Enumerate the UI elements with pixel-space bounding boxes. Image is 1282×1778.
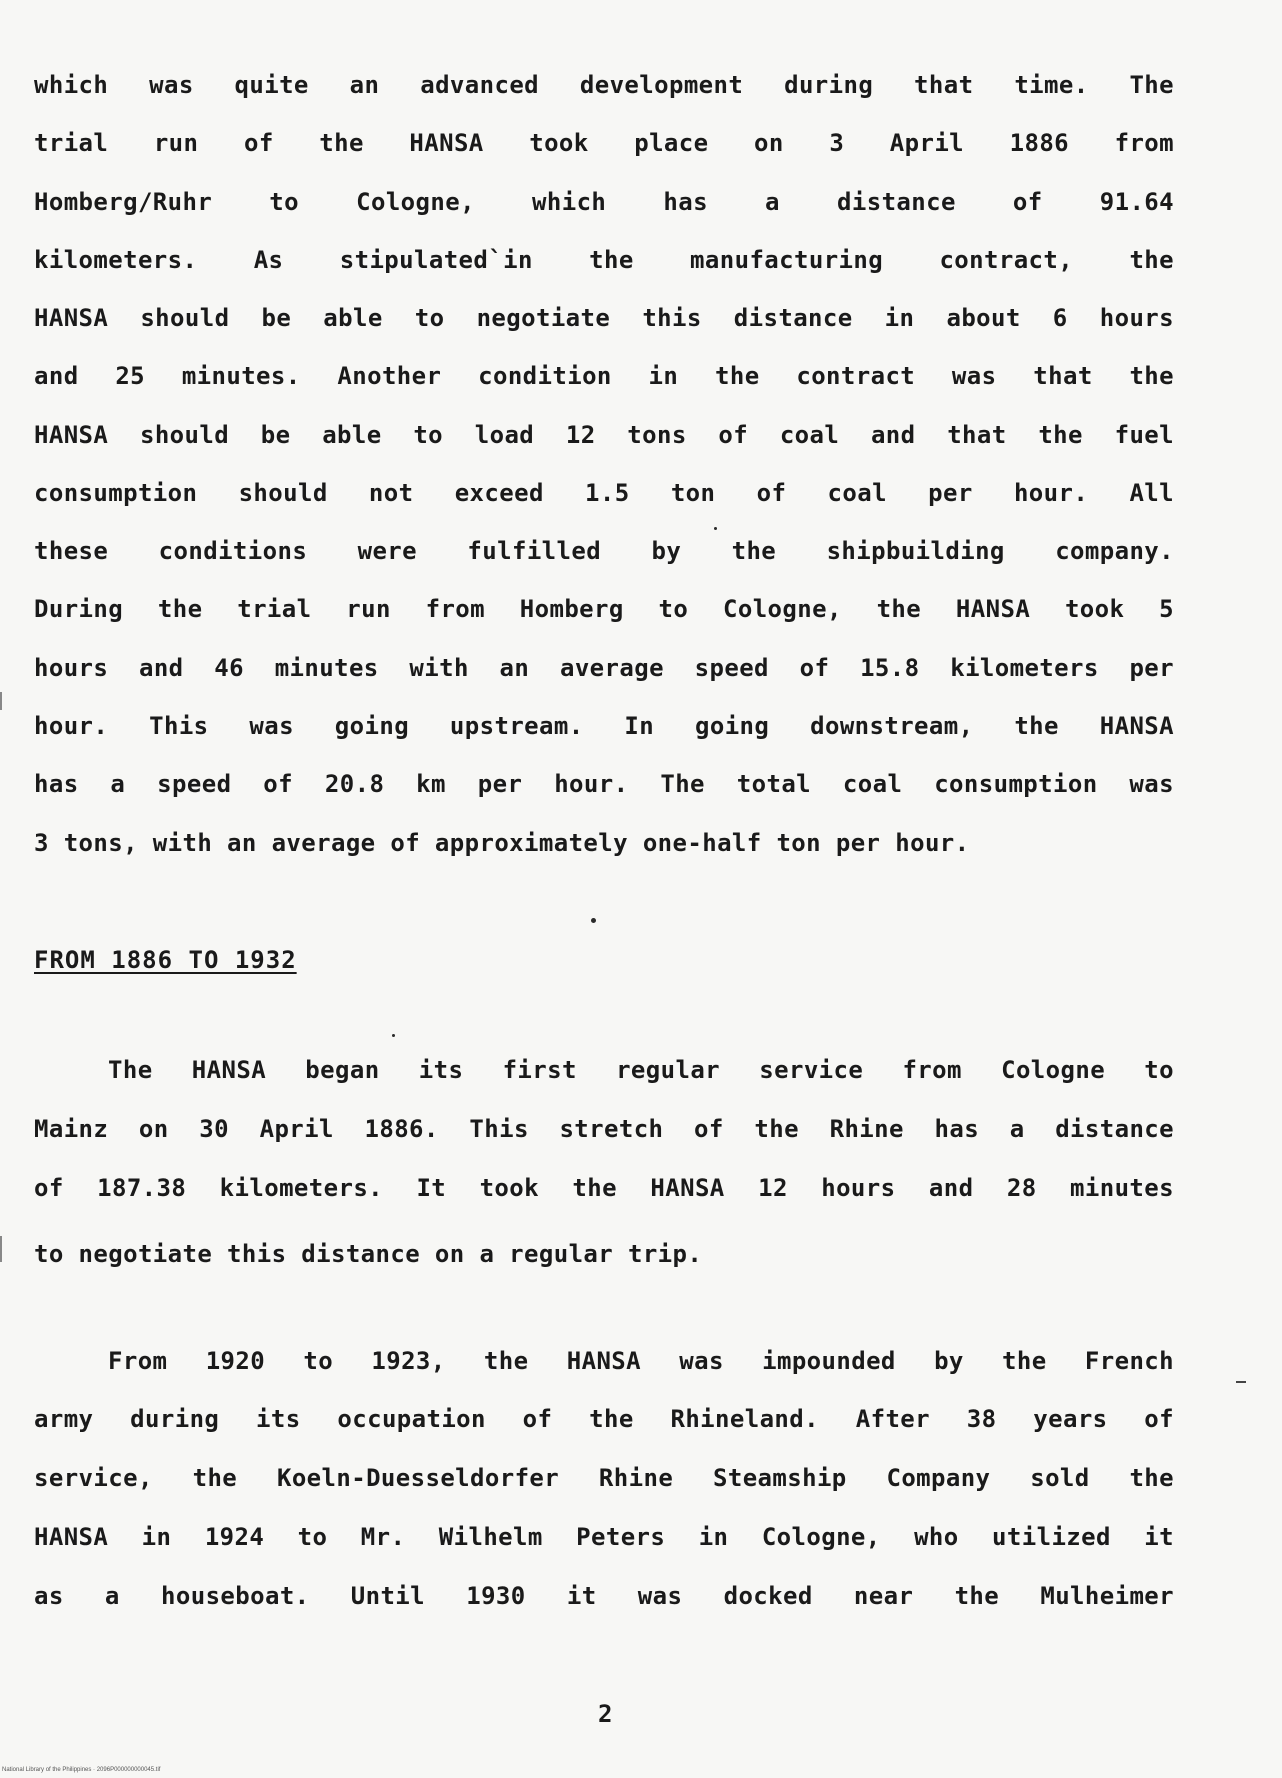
- scan-edge-mark: [0, 1236, 2, 1262]
- text-line: Homberg/Ruhr to Cologne, which has a distance of 91.64: [34, 188, 1174, 216]
- section-heading-text: FROM 1886 TO 1932: [34, 946, 297, 974]
- scan-footer: National Library of the Philippines · 2096P000000000045.tif: [2, 1767, 161, 1773]
- text-line: to negotiate this distance on a regular trip.: [34, 1240, 703, 1268]
- scan-speck: [591, 918, 596, 923]
- text-line: has a speed of 20.8 km per hour. The total coal consumption was: [34, 770, 1174, 798]
- text-line: From 1920 to 1923, the HANSA was impounded by the French: [108, 1347, 1174, 1375]
- text-line: service, the Koeln-Duesseldorfer Rhine Steamship Company sold the: [34, 1464, 1174, 1492]
- text-line: army during its occupation of the Rhineland. After 38 years of: [34, 1405, 1174, 1433]
- text-line: HANSA should be able to negotiate this distance in about 6 hours: [34, 304, 1174, 332]
- text-line: trial run of the HANSA took place on 3 April 1886 from: [34, 129, 1174, 157]
- scan-speck: [392, 1034, 395, 1037]
- text-line: HANSA should be able to load 12 tons of coal and that the fuel: [34, 421, 1174, 449]
- scan-speck: [714, 527, 717, 530]
- text-line: 3 tons, with an average of approximately one-half ton per hour.: [34, 829, 970, 857]
- text-line: consumption should not exceed 1.5 ton of coal per hour. All: [34, 479, 1174, 507]
- section-heading: [34, 945, 297, 975]
- text-line: Mainz on 30 April 1886. This stretch of the Rhine has a distance: [34, 1115, 1174, 1143]
- text-line: During the trial run from Homberg to Cologne, the HANSA took 5: [34, 595, 1174, 623]
- text-line: hours and 46 minutes with an average speed of 15.8 kilometers per: [34, 654, 1174, 682]
- text-line: kilometers. As stipulated`in the manufacturing contract, the: [34, 246, 1174, 274]
- text-line: HANSA in 1924 to Mr. Wilhelm Peters in Cologne, who utilized it: [34, 1523, 1174, 1551]
- text-line: these conditions were fulfilled by the shipbuilding company.: [34, 537, 1174, 565]
- scan-edge-mark: [1236, 1381, 1246, 1383]
- text-line: which was quite an advanced development during that time. The: [34, 71, 1174, 99]
- text-line: hour. This was going upstream. In going downstream, the HANSA: [34, 712, 1174, 740]
- text-line: as a houseboat. Until 1930 it was docked near the Mulheimer: [34, 1582, 1174, 1610]
- text-line: and 25 minutes. Another condition in the contract was that the: [34, 362, 1174, 390]
- text-line: The HANSA began its first regular service from Cologne to: [108, 1056, 1174, 1084]
- scan-edge-mark: [0, 692, 2, 710]
- page-number: 2: [598, 1700, 613, 1728]
- text-line: of 187.38 kilometers. It took the HANSA 12 hours and 28 minutes: [34, 1174, 1174, 1202]
